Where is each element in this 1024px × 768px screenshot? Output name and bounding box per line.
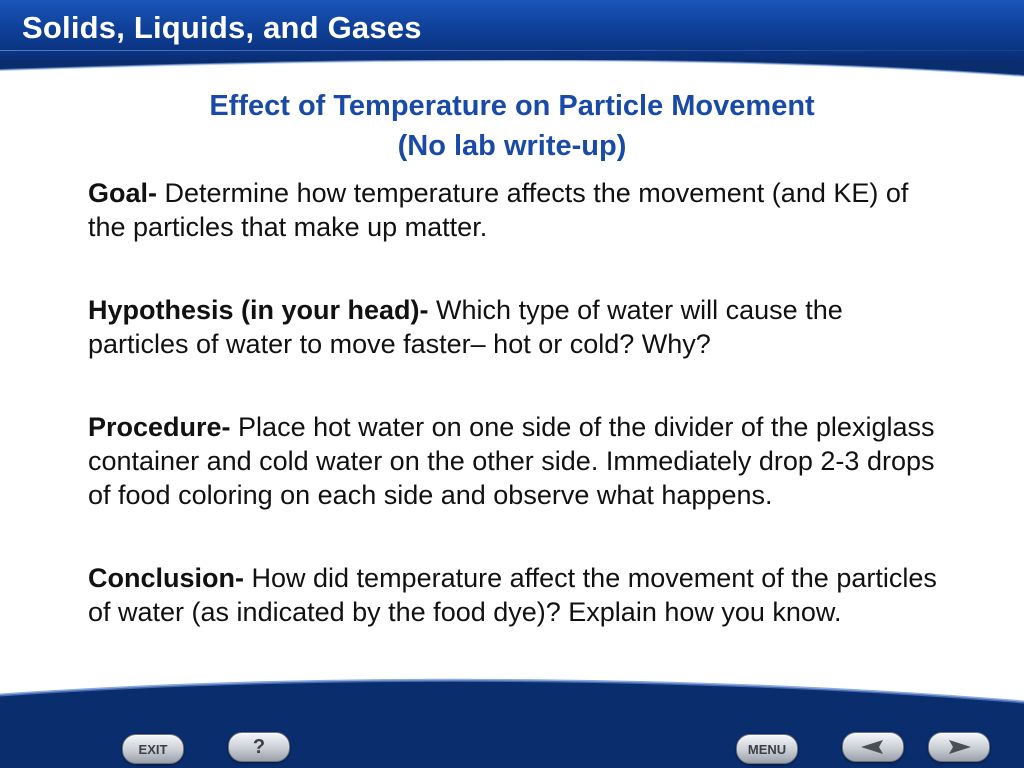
conclusion-paragraph bbox=[88, 561, 948, 629]
exit-button[interactable] bbox=[122, 734, 184, 764]
header-title: Solids, Liquids, and Gases bbox=[22, 10, 422, 45]
procedure-label: Procedure- bbox=[88, 412, 231, 442]
goal-paragraph bbox=[88, 176, 948, 244]
header-bar bbox=[0, 0, 1024, 60]
exit-button-label: EXIT bbox=[138, 741, 168, 757]
hypothesis-text: Which type of water will cause the particles of water to move faster– hot or cold? Why? bbox=[88, 295, 843, 359]
help-icon: ? bbox=[252, 735, 266, 758]
back-button[interactable] bbox=[842, 732, 904, 762]
navigation-bar bbox=[0, 710, 1024, 768]
help-button[interactable] bbox=[228, 732, 290, 762]
procedure-text: Place hot water on one side of the divider of the plexiglass container and cold water on the other side. Immediately drop 2-3 drops of food coloring on each side and observe what happens. bbox=[88, 412, 935, 510]
header-divider bbox=[0, 50, 1024, 51]
hypothesis-paragraph bbox=[88, 293, 948, 361]
left-arrow-icon bbox=[859, 739, 887, 755]
conclusion-label: Conclusion- bbox=[88, 563, 244, 593]
slide-title bbox=[0, 86, 1024, 166]
slide-body bbox=[88, 176, 948, 678]
hypothesis-label: Hypothesis (in your head)- bbox=[88, 295, 429, 325]
forward-button[interactable] bbox=[928, 732, 990, 762]
slide-title-line2: (No lab write-up) bbox=[397, 130, 627, 162]
slide-title-line1: Effect of Temperature on Particle Movement bbox=[209, 90, 815, 122]
procedure-paragraph bbox=[88, 410, 948, 512]
menu-button[interactable] bbox=[736, 734, 798, 764]
goal-text: Determine how temperature affects the movement (and KE) of the particles that make up matter. bbox=[88, 178, 909, 242]
conclusion-text: How did temperature affect the movement of the particles of water (as indicated by the food dye)? Explain how you know. bbox=[88, 563, 937, 627]
right-arrow-icon bbox=[945, 739, 973, 755]
goal-label: Goal- bbox=[88, 178, 158, 208]
menu-button-label: MENU bbox=[747, 741, 787, 757]
